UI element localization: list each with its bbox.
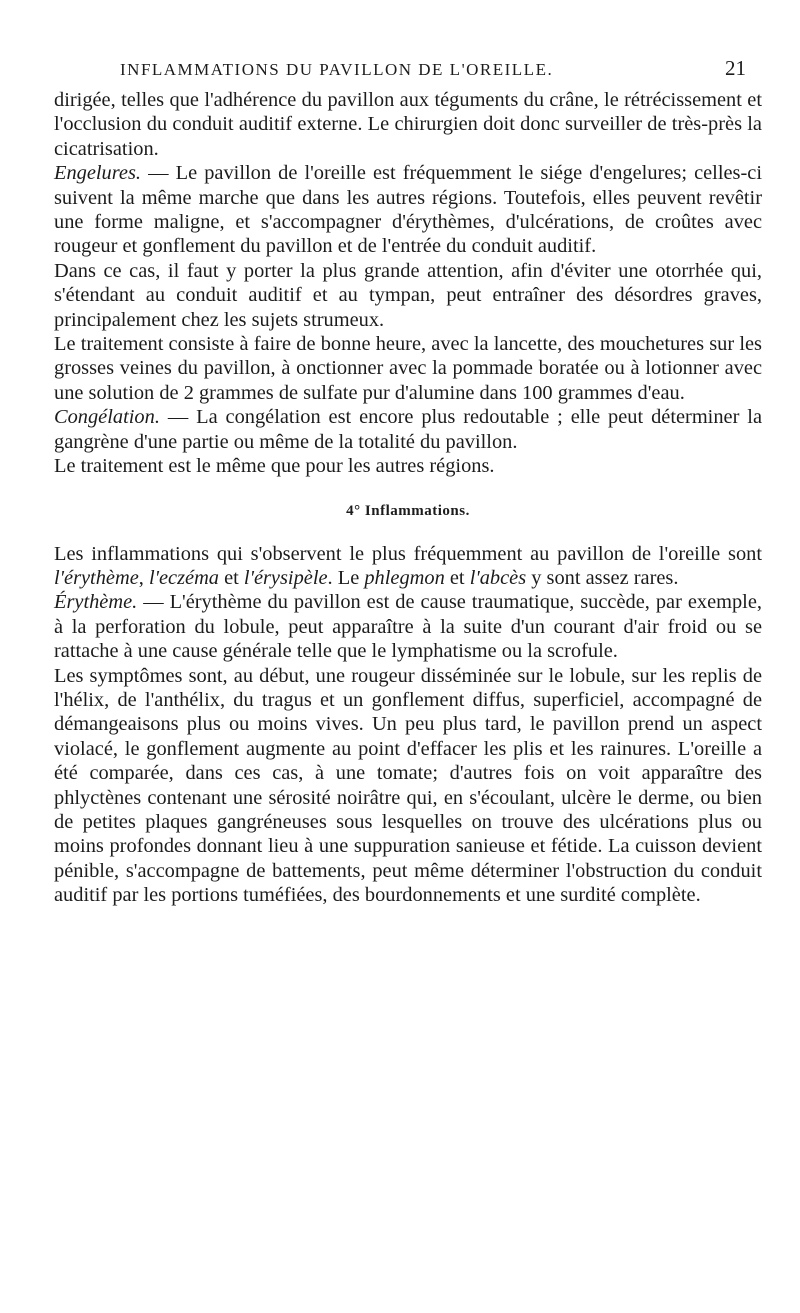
page-header <box>54 58 762 88</box>
paragraph-lead: Engelures. <box>54 162 142 185</box>
paragraph-intro <box>54 542 762 591</box>
intro-text: et <box>444 566 470 589</box>
paragraph-text: Les symptômes sont, au début, une rougeur disséminée sur le lobule, sur les replis de l'hélix, de l'anthélix, du tragus et un gonflement diffus, superficiel, accompagné de démangeaisons plus ou moins vives. Un peu plus tard, le pavillon prend un aspect violacé, le gonflement augmente au point d'effacer les plis et les rainures. L'oreille a été comparée, dans ces cas, à une tomate; d'autres fois on voit apparaître des phlyctènes contenant une sérosité noirâtre qui, en s'écoulant, ulcère le derme, ou bien de petites plaques gangréneuses sous lesquelles on trouve des ulcérations plus ou moins profondes donnant lieu à une suppuration sanieuse et fétide. La cuisson devient pénible, s'accompagne de battements, peut même déterminer l'obstruction du conduit auditif par les portions tuméfiées, des bourdonnements et une surdité complète. <box>54 664 762 907</box>
paragraph <box>54 88 762 161</box>
paragraph-lead: Congélation. <box>54 406 160 429</box>
text-block-top <box>54 88 762 479</box>
paragraph-text: Le traitement consiste à faire de bonne heure, avec la lancette, des mouchetures sur les grosses veines du pavillon, à onctionner avec la pommade boratée ou à lotionner avec une solution de 2 grammes de sulfate pur d'alumine dans 100 grammes d'eau. <box>54 333 762 404</box>
intro-text: . Le <box>327 566 365 589</box>
page-number: 21 <box>725 56 746 80</box>
intro-text: y sont assez rares. <box>526 566 679 589</box>
paragraph-text: Le traitement est le même que pour les autres régions. <box>54 455 495 478</box>
paragraph-erytheme <box>54 590 762 663</box>
running-head: INFLAMMATIONS DU PAVILLON DE L'OREILLE. <box>120 60 554 79</box>
text-block-bottom <box>54 542 762 908</box>
paragraph-lead: Érythème. <box>54 591 138 614</box>
intro-text: et <box>219 566 244 589</box>
paragraph-text: — L'érythème du pavillon est de cause traumatique, succède, par exemple, à la perforation du lobule, peut apparaître à la suite d'un courant d'air froid ou se rattache à une cause générale telle que le lymphatisme ou la scrofule. <box>54 591 762 663</box>
paragraph-text: dirigée, telles que l'adhérence du pavillon aux téguments du crâne, le rétrécissement et l'occlusion du conduit auditif externe. Le chirurgien doit donc surveiller de très-près la cicatrisation. <box>54 89 762 160</box>
term-erysipele: l'érysipèle <box>243 566 328 589</box>
term-abces: l'abcès <box>469 566 527 589</box>
book-page <box>54 58 762 908</box>
paragraph <box>54 664 762 908</box>
paragraph-text: — Le pavillon de l'oreille est fréquemment le siége d'engelures; celles-ci suivent la même marche que dans les autres régions. Toutefois, elles peuvent revêtir une forme maligne, et s'accompagner d'érythèmes, d'ulcérations, de croûtes avec rougeur et gonflement du pavillon et de l'entrée du conduit auditif. <box>54 162 762 258</box>
paragraph-engelures <box>54 161 762 259</box>
section-heading: 4° Inflammations. <box>346 502 470 519</box>
paragraph <box>54 454 762 478</box>
paragraph-text: Dans ce cas, il faut y porter la plus grande attention, afin d'éviter une otorrhée qui, s'étendant au conduit auditif et au tympan, peut entraîner des désordres graves, principalement chez les sujets strumeux. <box>54 259 762 331</box>
paragraph-text: — La congélation est encore plus redoutable ; elle peut déterminer la gangrène d'une partie ou même de la totalité du pavillon. <box>54 406 762 453</box>
paragraph <box>54 332 762 405</box>
term-eczema: l'eczéma <box>148 566 219 589</box>
intro-text: Les inflammations qui s'observent le plus fréquemment au pavillon de l'oreille sont <box>54 542 762 565</box>
intro-text: , <box>138 566 149 589</box>
term-phlegmon: phlegmon <box>364 566 445 589</box>
paragraph <box>54 259 762 332</box>
paragraph-congelation <box>54 405 762 454</box>
term-erytheme: l'érythème <box>54 566 139 589</box>
